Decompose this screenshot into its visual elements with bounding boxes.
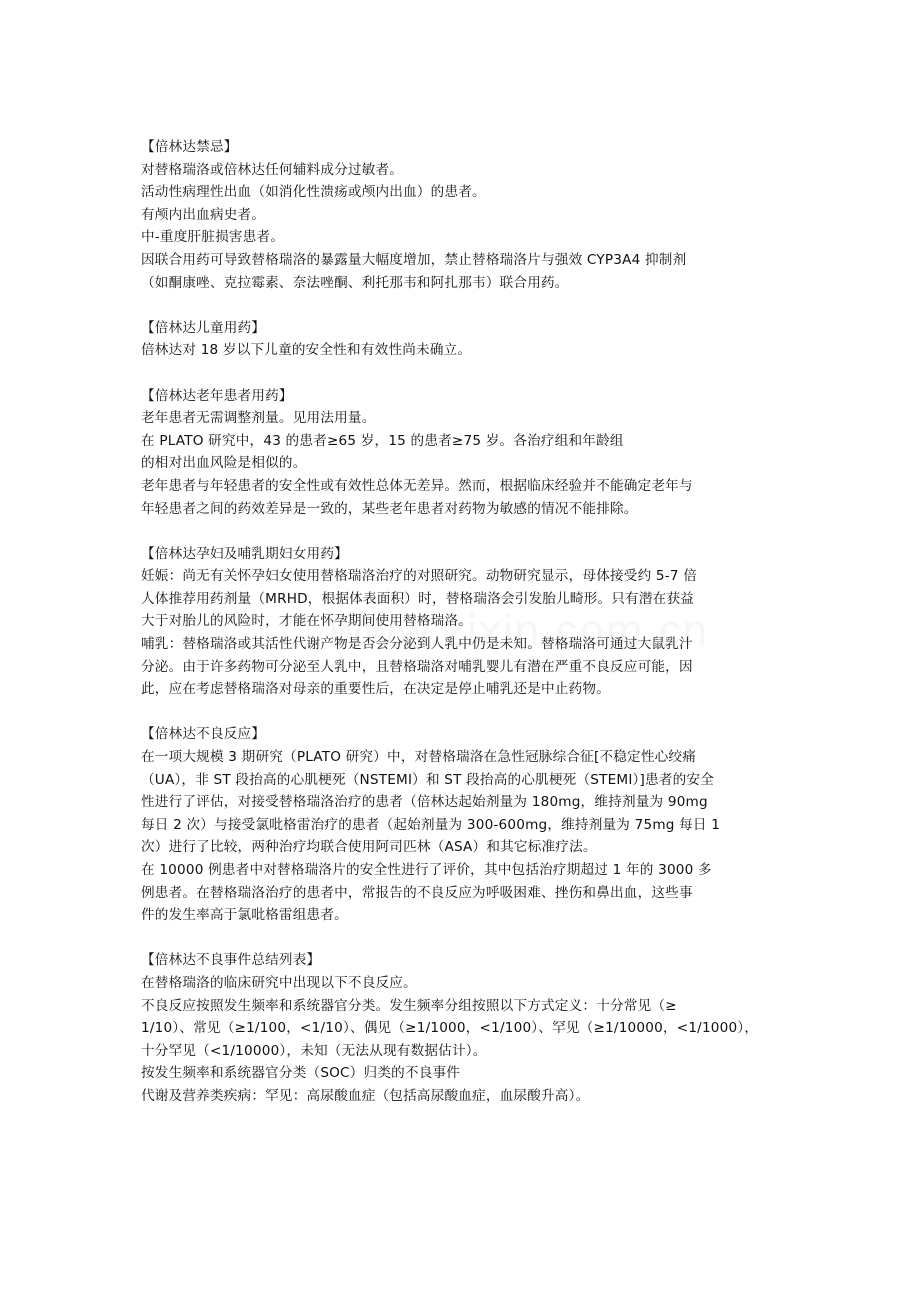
text-line: 大于对胎儿的风险时，才能在怀孕期间使用替格瑞洛。 xyxy=(141,613,473,630)
text-line: 在一项大规模 3 期研究（PLATO 研究）中，对替格瑞洛在急性冠脉综合征[不稳定性心绞痛 xyxy=(141,749,697,766)
section-geriatric xyxy=(141,385,785,521)
text-line: 1/10）、常见（≥1/100，<1/10）、偶见（≥1/1000，<1/100）、罕见（≥1/10000，<1/1000）， xyxy=(141,1020,759,1037)
text-line: 人体推荐用药剂量（MRHD，根据体表面积）时，替格瑞洛会引发胎儿畸形。只有潜在获益 xyxy=(141,590,695,607)
section-gap xyxy=(141,520,785,543)
section-pregnancy xyxy=(141,543,785,701)
text-line: 在 PLATO 研究中，43 的患者≥65 岁，15 的患者≥75 岁。各治疗组和年龄组 xyxy=(141,432,624,449)
text-line: 老年患者与年轻患者的安全性或有效性总体无差异。然而，根据临床经验并不能确定老年与 xyxy=(141,477,693,494)
section-gap xyxy=(141,927,785,950)
text-line: 件的发生率高于氯吡格雷组患者。 xyxy=(141,907,348,924)
section-gap xyxy=(141,362,785,385)
section-contraindications xyxy=(141,136,785,294)
text-line: 活动性病理性出血（如消化性溃疡或颅内出血）的患者。 xyxy=(141,184,486,201)
text-line: 在替格瑞洛的临床研究中出现以下不良反应。 xyxy=(141,974,417,991)
text-line: 老年患者无需调整剂量。见用法用量。 xyxy=(141,410,376,427)
text-line: 年轻患者之间的药效差异是一致的，某些老年患者对药物为敏感的情况不能排除。 xyxy=(141,500,638,517)
text-line: 倍林达对 18 岁以下儿童的安全性和有效性尚未确立。 xyxy=(141,342,472,359)
text-line: 哺乳：替格瑞洛或其活性代谢产物是否会分泌到人乳中仍是未知。替格瑞洛可通过大鼠乳汁 xyxy=(141,636,693,653)
text-line: 妊娠：尚无有关怀孕妇女使用替格瑞洛治疗的对照研究。动物研究显示，母体接受约 5-7 倍 xyxy=(141,568,698,585)
section-heading: 【倍林达老年患者用药】 xyxy=(141,387,293,404)
text-line: 的相对出血风险是相似的。 xyxy=(141,455,307,472)
text-line: （UA），非 ST 段抬高的心肌梗死（NSTEMI）和 ST 段抬高的心肌梗死（STEMI）]患者的安全 xyxy=(141,771,714,788)
text-line: 在 10000 例患者中对替格瑞洛片的安全性进行了评价，其中包括治疗期超过 1 年的 3000 多 xyxy=(141,862,712,878)
text-line: 对替格瑞洛或倍林达任何辅料成分过敏者。 xyxy=(141,161,404,178)
text-line: 性进行了评估，对接受替格瑞洛治疗的患者（倍林达起始剂量为 180mg，维持剂量为 90mg xyxy=(141,794,708,811)
text-line: （如酮康唑、克拉霉素、奈法唑酮、利托那韦和阿扎那韦）联合用药。 xyxy=(141,274,569,291)
text-line: 有颅内出血病史者。 xyxy=(141,206,266,223)
section-heading: 【倍林达不良事件总结列表】 xyxy=(141,952,321,969)
section-gap xyxy=(141,294,785,317)
text-line: 例患者。在替格瑞洛治疗的患者中，常报告的不良反应为呼吸困难、挫伤和鼻出血，这些事 xyxy=(141,884,693,901)
section-adverse-reactions xyxy=(141,723,785,926)
text-line: 不良反应按照发生频率和系统器官分类。发生频率分组按照以下方式定义：十分常见（≥ xyxy=(141,997,677,1014)
text-line: 因联合用药可导致替格瑞洛的暴露量大幅度增加，禁止替格瑞洛片与强效 CYP3A4 抑制剂 xyxy=(141,251,687,268)
section-gap xyxy=(141,701,785,724)
text-line: 中-重度肝脏损害患者。 xyxy=(141,229,285,246)
text-line: 每日 2 次）与接受氯吡格雷治疗的患者（起始剂量为 300-600mg，维持剂量为 75mg 每日 1 xyxy=(141,816,721,833)
section-pediatric xyxy=(141,317,785,362)
section-heading: 【倍林达不良反应】 xyxy=(141,726,266,743)
text-line: 十分罕见（<1/10000），未知（无法从现有数据估计）。 xyxy=(141,1042,487,1059)
section-heading: 【倍林达孕妇及哺乳期妇女用药】 xyxy=(141,545,348,562)
text-line: 代谢及营养类疾病：罕见：高尿酸血症（包括高尿酸血症，血尿酸升高）。 xyxy=(141,1087,590,1104)
text-line: 次）进行了比较，两种治疗均联合使用阿司匹林（ASA）和其它标准疗法。 xyxy=(141,839,597,856)
section-adverse-summary xyxy=(141,949,785,1107)
text-line: 按发生频率和系统器官分类（SOC）归类的不良事件 xyxy=(141,1065,461,1082)
section-heading: 【倍林达儿童用药】 xyxy=(141,319,266,336)
document-body xyxy=(141,136,785,1108)
text-line: 分泌。由于许多药物可分泌至人乳中，且替格瑞洛对哺乳婴儿有潜在严重不良反应可能，因 xyxy=(141,658,693,675)
text-line: 此，应在考虑替格瑞洛对母亲的重要性后，在决定是停止哺乳还是中止药物。 xyxy=(141,681,610,698)
section-heading: 【倍林达禁忌】 xyxy=(141,139,238,155)
